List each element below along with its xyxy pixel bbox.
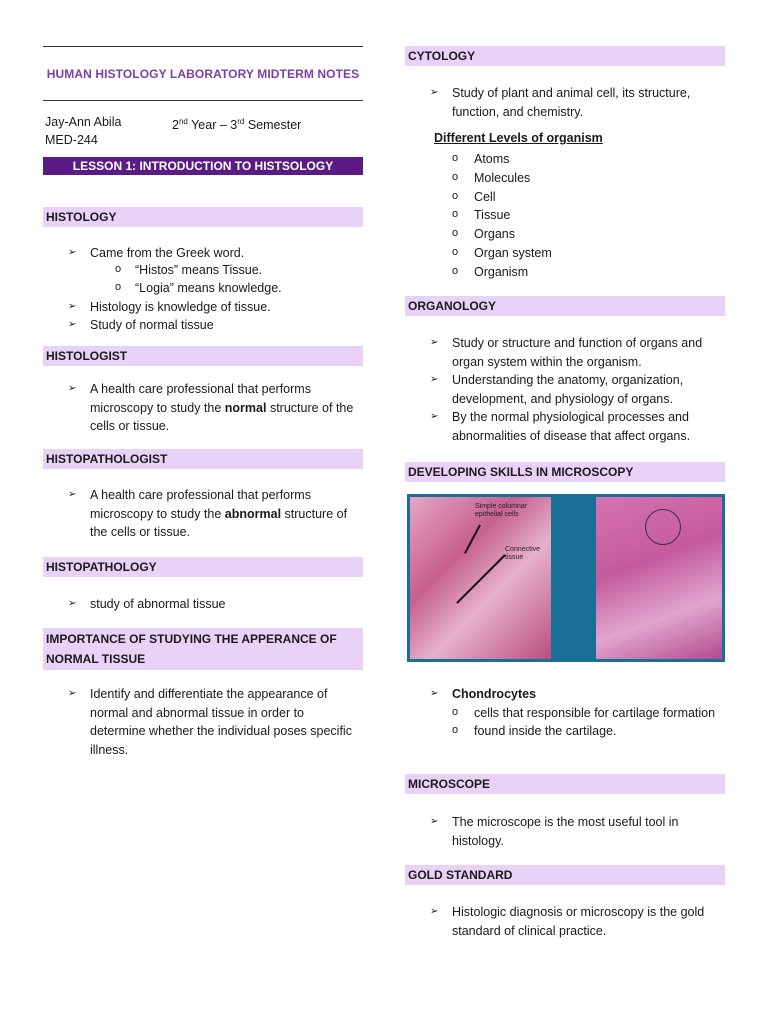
arrow-bullet-icon: ➢ bbox=[430, 87, 439, 98]
author-block bbox=[45, 113, 121, 149]
circle-bullet-icon: o bbox=[452, 724, 459, 736]
histology-heading: HISTOLOGY bbox=[43, 207, 363, 227]
list-subitem: o Organ system bbox=[405, 244, 725, 263]
document-title: HUMAN HISTOLOGY LABORATORY MIDTERM NOTES bbox=[46, 67, 360, 81]
histopathology-list bbox=[43, 595, 363, 614]
list-item: ➢ Study of normal tissue bbox=[43, 316, 363, 335]
list-item: ➢ study of abnormal tissue bbox=[43, 595, 363, 614]
micrograph-label: Connective tissue bbox=[505, 546, 541, 561]
arrow-bullet-icon: ➢ bbox=[68, 319, 77, 330]
histopathology-heading: HISTOPATHOLOGY bbox=[43, 557, 363, 577]
course-code: MED-244 bbox=[45, 133, 98, 147]
arrow-bullet-icon: ➢ bbox=[68, 383, 77, 394]
list-item: ➢ Came from the Greek word. bbox=[43, 244, 363, 263]
list-item: ➢ Chondrocytes bbox=[405, 685, 725, 704]
circle-bullet-icon: o bbox=[452, 152, 459, 164]
list-item: ➢ Identify and differentiate the appearance of normal and abnormal tissue in order to determine whether the individual poses specific illness. bbox=[68, 687, 352, 757]
importance-list bbox=[43, 685, 363, 759]
microscope-heading: MICROSCOPE bbox=[405, 774, 725, 794]
list-item: ➢ By the normal physiological processes and abnormalities of disease that affect organs. bbox=[430, 410, 691, 443]
list-item: ➢ The microscope is the most useful tool in histology. bbox=[430, 815, 679, 848]
list-item: ➢ Histology is knowledge of tissue. bbox=[43, 298, 363, 317]
chondrocytes-list bbox=[405, 685, 725, 741]
arrow-bullet-icon: ➢ bbox=[68, 489, 77, 500]
list-subitem: o “Histos” means Tissue. bbox=[43, 261, 363, 280]
list-subitem: o cells that responsible for cartilage formation bbox=[405, 704, 725, 723]
lesson-banner: LESSON 1: INTRODUCTION TO HISTSOLOGY bbox=[43, 157, 363, 175]
circle-bullet-icon: o bbox=[452, 245, 459, 258]
list-item: ➢ Histologic diagnosis or microscopy is the gold standard of clinical practice. bbox=[430, 905, 705, 938]
histopathologist-heading: HISTOPATHOLOGIST bbox=[43, 449, 363, 469]
author-name: Jay-Ann Abila bbox=[45, 115, 122, 129]
list-item: ➢ Study of plant and animal cell, its structure, function, and chemistry. bbox=[430, 86, 691, 119]
list-subitem: o “Logia” means knowledge. bbox=[43, 279, 363, 298]
top-rule bbox=[43, 46, 363, 47]
list-subitem: o Tissue bbox=[405, 206, 725, 225]
circle-bullet-icon: o bbox=[452, 170, 459, 183]
arrow-bullet-icon: ➢ bbox=[68, 300, 77, 312]
list-item: ➢ A health care professional that performs microscopy to study the abnormal structure of the cells or tissue. bbox=[68, 488, 348, 539]
year-semester: 2nd Year – 3rd Semester bbox=[172, 117, 302, 133]
arrow-bullet-icon: ➢ bbox=[430, 411, 439, 422]
histologist-list bbox=[43, 380, 363, 436]
circle-bullet-icon: o bbox=[452, 264, 459, 277]
list-item: ➢ Understanding the anatomy, organization, development, and physiology of organs. bbox=[430, 373, 684, 406]
levels-title: Different Levels of organism bbox=[434, 131, 603, 145]
microscopy-skills-heading: DEVELOPING SKILLS IN MICROSCOPY bbox=[405, 462, 725, 482]
list-subitem: o Molecules bbox=[405, 169, 725, 188]
arrow-bullet-icon: ➢ bbox=[430, 374, 439, 385]
histopathologist-list bbox=[43, 486, 363, 542]
gold-standard-list bbox=[405, 903, 725, 940]
title-rule bbox=[43, 100, 363, 101]
list-subitem: o Cell bbox=[405, 188, 725, 207]
histology-micrograph bbox=[407, 494, 725, 662]
arrow-bullet-icon: ➢ bbox=[68, 247, 77, 258]
list-subitem: o Organs bbox=[405, 225, 725, 244]
circle-bullet-icon: o bbox=[452, 189, 459, 202]
cytology-list bbox=[405, 84, 725, 121]
organology-heading: ORGANOLOGY bbox=[405, 296, 725, 316]
circle-bullet-icon: o bbox=[452, 227, 459, 240]
circle-bullet-icon: o bbox=[115, 262, 122, 275]
levels-list bbox=[405, 150, 725, 282]
arrow-bullet-icon: ➢ bbox=[430, 688, 439, 699]
organology-list bbox=[405, 334, 725, 445]
list-subitem: o Organism bbox=[405, 263, 725, 282]
circle-bullet-icon: o bbox=[452, 208, 459, 221]
arrow-bullet-icon: ➢ bbox=[68, 598, 77, 609]
micrograph-label: Simple columnar epithelial cells bbox=[475, 503, 528, 518]
histologist-heading: HISTOLOGIST bbox=[43, 346, 363, 366]
arrow-bullet-icon: ➢ bbox=[430, 906, 439, 917]
arrow-bullet-icon: ➢ bbox=[430, 337, 439, 348]
circle-bullet-icon: o bbox=[115, 281, 122, 293]
circle-bullet-icon: o bbox=[452, 705, 459, 718]
list-item: ➢ Study or structure and function of organs and organ system within the organism. bbox=[430, 336, 703, 369]
list-subitem: o Atoms bbox=[405, 150, 725, 169]
cytology-heading: CYTOLOGY bbox=[405, 46, 725, 66]
list-item: ➢ A health care professional that performs microscopy to study the normal structure of the cells or tissue. bbox=[68, 382, 354, 433]
gold-standard-heading: GOLD STANDARD bbox=[405, 865, 725, 885]
arrow-bullet-icon: ➢ bbox=[430, 816, 439, 827]
microscope-list bbox=[405, 813, 725, 850]
list-subitem: o found inside the cartilage. bbox=[405, 722, 725, 741]
arrow-bullet-icon: ➢ bbox=[68, 688, 77, 699]
histology-list bbox=[43, 244, 363, 335]
importance-heading: IMPORTANCE OF STUDYING THE APPERANCE OF NORMAL TISSUE bbox=[43, 628, 363, 670]
cell-circle-marker bbox=[645, 509, 681, 545]
